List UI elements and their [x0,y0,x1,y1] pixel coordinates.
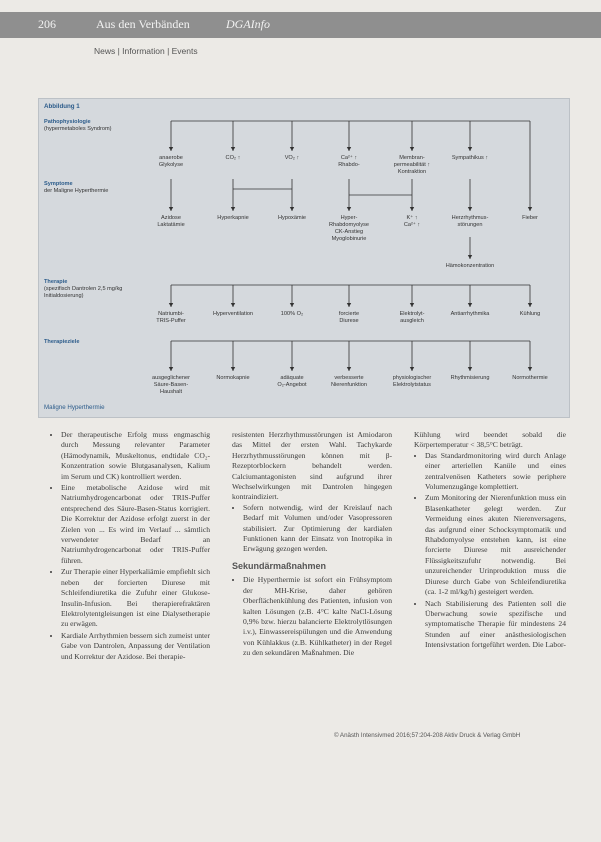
node-level2 [261,215,323,222]
paragraph: • Nach Stabilisierung des Patienten soll die Überwachung sowie spezifische und symptomatische Therapie für mindestens 24 Stunden auf einer anästhesiologischen Intensivstation fortgeführt werden. Die Labor- [425,599,566,651]
node-level2 [140,215,202,229]
paragraph: • Die Hyperthermie ist sofort ein Frühsymptom der MH-Krise, daher gehören Oberflächenkühlung des Patienten, infusion von kalten Lösungen (z.B. 4°C kalte NaCl-Lösung 0,9% bzw. hierzu balancierte Elektrolytlösungen i.v.), Einwassereispülungen und die Anwendung von Kühlakkus (z.B. Kühlkatheter) in der Regel zu den sekundären Maßnahmen. Die [243,575,392,658]
paragraph: • Das Standardmonitoring wird durch Anlage einer arteriellen Kanüle und eines zentralvenösen Katheters sowie periphere Volumenzugänge komplettiert. [425,451,566,493]
node-level4-line: Nierenfunktion [330,381,368,388]
node-level1-line: Kontraktion [397,168,427,175]
row-label-goal [44,339,79,346]
arrow-head [290,147,294,151]
node-level1 [439,155,501,162]
figure-footer: Maligne Hyperthermie [44,404,105,411]
section-title: Aus den Verbänden [96,17,190,31]
arrow-head [347,367,351,371]
node-level2-line: Myoglobinurie [331,235,367,242]
node-level3-line: Hyperventilation [212,311,254,317]
node-level3-line: forcierte [338,311,360,317]
node-level2 [439,215,501,229]
row-label-therapy [44,279,122,300]
column-2 [232,430,392,660]
column-1 [50,430,210,663]
arrow-head [231,367,235,371]
arrow-head [410,147,414,151]
node-level3 [140,311,202,325]
node-level2-line: Hyper- [340,215,358,221]
node-level4-line: adäquate [280,375,304,381]
flow-arrows [39,99,569,417]
node-level3-line: Kühlung [519,311,541,317]
paragraph: • Zur Therapie einer Hyperkaliämie empfiehlt sich neben der forcierten Diurese mit Schleifendiuretika die Zufuhr einer Glukose-Insulin-Infusion. Bei therapierefraktären Elektrolytentgleisungen ist eine Dialysetherapie zu erwägen. [61,567,210,629]
node-level4-line: Säure-Basen- [153,381,189,388]
node-level2-line: K⁺ ↑ [406,215,418,221]
header-bar [0,12,601,38]
node-level2b [435,263,505,270]
arrow-head [290,367,294,371]
row-label-goal-line: Therapieziele [44,339,80,345]
node-level1 [202,155,264,162]
figure-title: Abbildung 1 [44,103,80,110]
node-level2 [202,215,264,222]
node-level3 [261,311,323,318]
node-level3-line: Antiarrhythmika [450,311,490,317]
arrow-head [410,207,414,211]
node-level1 [140,155,202,169]
row-label-therapy-line: (spezifisch Dantrolen 2,5 mg/kg [44,285,123,292]
node-level2-line: Ca²⁺ ↑ [403,221,421,228]
brand-title: DGAInfo [226,17,270,31]
node-level2-line: Fieber [522,215,538,221]
arrow-head [347,147,351,151]
paragraph: resistenten Herzrhythmusstörungen ist Amiodaron das Mittel der ersten Wahl. Tachykarde Herzrhythmusstörungen können mit β-Rezeptorblockern behandelt werden. Calciumantagonisten sind aufgrund ihrer Wechselwirkungen mit Dantrolen hingegen kontraindiziert. [232,430,392,502]
section-heading: Sekundärmaßnahmen [232,560,327,571]
node-level2-line: Rhabdomyolyse [328,221,370,228]
node-level2-line: Laktatämie [157,221,185,228]
node-level2-line: Hyperkapnie [217,215,249,221]
node-level1-line: VO₂ ↑ [284,155,300,161]
row-label-symptoms-line: der Maligne Hyperthermie [44,187,109,194]
node-level1-line: Membran- [399,155,425,161]
row-label-therapy-line: Initialdosierung) [44,292,84,299]
arrow-head [231,147,235,151]
node-level1-line: Ca²⁺ ↑ [340,155,358,161]
row-label-patho-line: (hypermetaboles Syndrom) [44,125,112,132]
paragraph: • Kardiale Arrhythmien bessern sich zumeist unter Gabe von Dantrolen, Anpassung der Ventilation und Korrektur der Azidose. Bei therapie- [61,631,210,662]
node-level2 [318,215,380,243]
figure-box [38,98,570,418]
arrow-head [528,367,532,371]
node-level4 [437,375,503,382]
arrow-head [290,207,294,211]
node-level2 [499,215,561,222]
node-level1 [381,155,443,176]
node-level3-line: ausgleich [400,317,424,324]
node-level1-line: anaerobe [159,155,183,161]
arrow-head [468,147,472,151]
node-level4 [200,375,266,382]
node-level2b-line: Hämokonzentration [445,263,495,269]
arrow-head [169,147,173,151]
arrow-head [169,367,173,371]
page-number: 206 [38,17,56,31]
paragraph: • Eine metabolische Azidose wird mit Natriumhydrogencarbonat oder TRIS-Puffer entsprechend des Säure-Basen-Status korrigiert. Die Korrektur der Azidose erfolgt zuerst in der Zielen von ... Es wird im Verlauf ... sämtlich verwendeter Bedarf an Natriumhydrogencarbonat oder TRIS-Puffer führen. [61,483,210,566]
arrow-head [231,207,235,211]
paragraph: • Der therapeutische Erfolg muss engmaschig durch Messung relevanter Parameter (Hämodynamik, Muskeltonus, endtidale CO₂-Konzentration sowie Blutgasanalysen, Kalium im Serum und CK) kontrolliert werden. [61,430,210,482]
subnav: News | Information | Events [94,46,198,56]
node-level1-line: Rhabdo- [338,161,360,168]
arrow-head [468,255,472,259]
arrow-head [410,303,414,307]
node-level3-line: Natriumbi- [158,311,184,317]
node-level4-line: Rhythmisierung [450,375,490,381]
node-level3 [202,311,264,318]
node-level3-line: Elektrolyt- [399,311,425,317]
node-level2-line: störungen [457,221,483,228]
node-level4-line: Haushalt [159,388,183,395]
node-level2-line: Herzrhythmus- [451,215,489,221]
paragraph: Kühlung wird beendet sobald die Körpertemperatur < 38,5°C beträgt. [414,430,566,450]
node-level4-line: Elektrolytstatus [393,381,431,388]
arrow-head [528,207,532,211]
arrow-head [169,303,173,307]
row-label-therapy-line: Therapie [44,279,68,285]
node-level2 [381,215,443,229]
arrow-head [468,303,472,307]
arrow-head [410,367,414,371]
node-level4-line: verbesserte [334,375,364,381]
node-level2-line: Azidose [161,215,181,221]
node-level4-line: Normokapnie [216,375,250,381]
node-level4-line: physiologischer [392,375,432,381]
row-label-patho-line: Pathophysiologie [44,119,91,125]
paragraph: • Sofern notwendig, wird der Kreislauf nach Bedarf mit Volumen und/oder Vasopressoren stabilisiert. Zur Optimierung der kardialen Funktionen kann der Einsatz von Inotropika in Erwägung gezogen werden. [243,503,392,555]
page-footer: © Anästh Intensivmed 2016;57:204-208 Aktiv Druck & Verlag GmbH [334,732,521,739]
node-level1-line: Glykolyse [158,161,184,168]
row-label-symptoms [44,181,108,195]
node-level1-line: permeabilität ↑ [393,161,431,168]
arrow-head [528,303,532,307]
node-level4 [316,375,382,389]
node-level4-line: O₂-Angebot [277,381,307,388]
node-level2-line: CK-Anstieg [334,228,364,235]
node-level1 [261,155,323,162]
node-level1-line: Sympathikus ↑ [451,155,489,161]
row-label-patho [44,119,111,133]
arrow-head [468,367,472,371]
node-level4 [379,375,445,389]
arrow-head [169,207,173,211]
paragraph: • Zum Monitoring der Nierenfunktion muss ein Blasenkatheter gelegt werden. Zur Vermeidung eines akuten Nierenversagens, das aufgrund einer Schocksymptomatik und Rhabdomyolyse entstehen kann, ist eine forcierte Diurese mit ausreichender Flüssigkeitszufuhr notwendig. Bei unzureichender Urinproduktion muss die Diurese durch Gabe von Schleifendiuretika (ca. 1-2 ml/kg/h) gesteigert werden. [425,493,566,597]
node-level4 [138,375,204,396]
node-level1-line: CO₂ ↑ [225,155,241,161]
arrow-head [231,303,235,307]
node-level4 [497,375,563,382]
arrow-head [347,207,351,211]
node-level3 [381,311,443,325]
node-level4-line: ausgeglichener [152,375,190,381]
arrow-head [347,303,351,307]
row-label-symptoms-line: Symptome [44,181,73,187]
node-level3-line: TRIS-Puffer [156,317,186,324]
arrow-head [468,207,472,211]
column-3 [414,430,566,652]
node-level3 [318,311,380,325]
arrow-head [290,303,294,307]
node-level4-line: Normothermie [512,375,548,381]
node-level3-line: Diurese [339,317,359,324]
node-level1 [318,155,380,169]
node-level3 [439,311,501,318]
node-level3-line: 100% O₂ [280,311,304,317]
node-level3 [499,311,561,318]
node-level2-line: Hypoxämie [278,215,306,221]
